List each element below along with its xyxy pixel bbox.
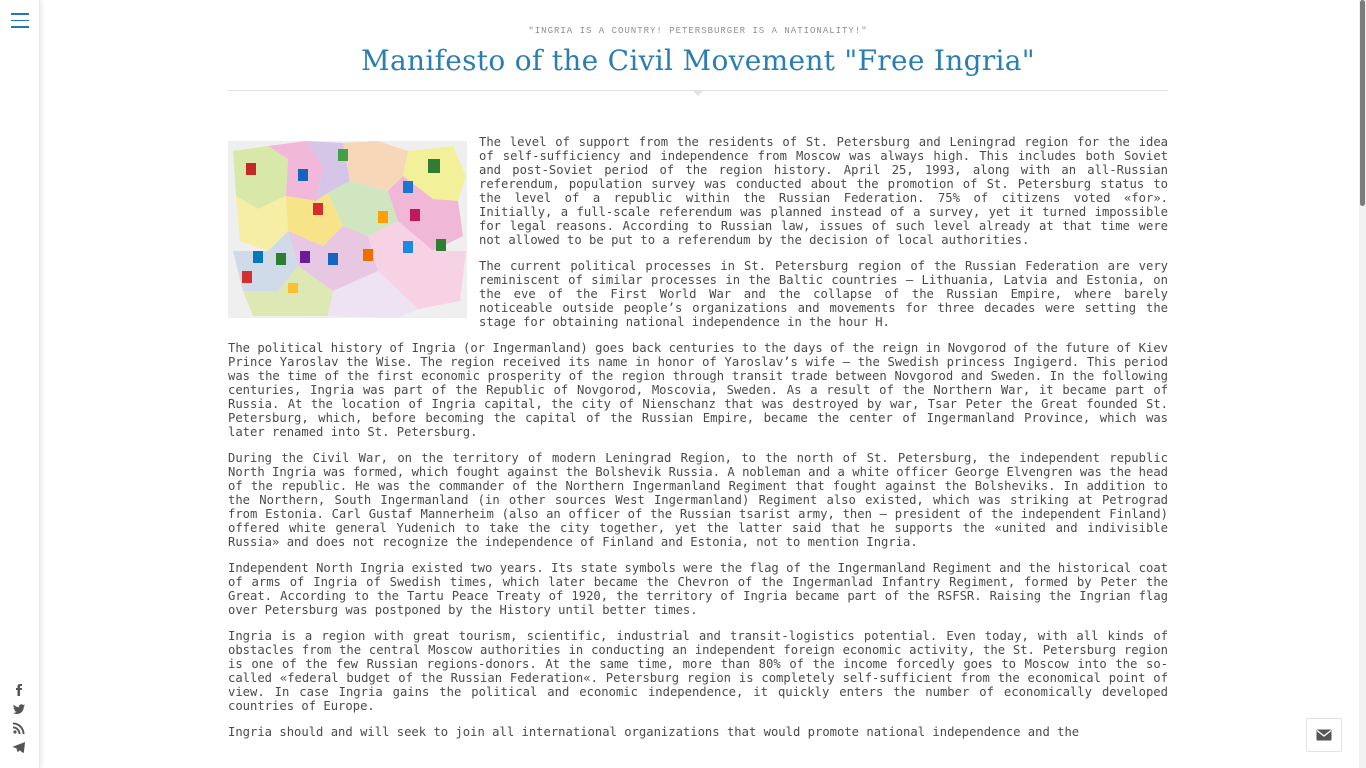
title-divider	[228, 90, 1168, 91]
article-paragraph: The political history of Ingria (or Ingermanland) goes back centuries to the days of the reign in Novgorod of the future of Kiev Prince Yaroslav the Wise. The region received its name in honor of Yaroslav’s wife – the Swedish princess Ingigerd. This period was the time of the first economic prosperity of the region through transit trade between Novgorod and Sweden. In the following centuries, Ingria was part of the Republic of Novgorod, Moscovia, Sweden. As a result of the Northern War, it became part of Russia. At the location of Ingria capital, the city of Nienschanz that was destroyed by war, Tsar Peter the Great founded St. Petersburg, which, before becoming the capital of the Russian Empire, became the center of Ingermanland Province, which was later renamed into St. Petersburg.	[228, 341, 1168, 439]
telegram-icon[interactable]	[13, 741, 27, 755]
page-slogan: "INGRIA IS A COUNTRY! PETERSBURGER IS A NATIONALITY!"	[528, 26, 868, 36]
ingria-region-map	[228, 141, 467, 318]
left-sidebar	[0, 0, 40, 768]
page-title: Manifesto of the Civil Movement "Free Ingria"	[361, 44, 1035, 77]
twitter-icon[interactable]	[13, 703, 27, 717]
article-paragraph: The current political processes in St. Petersburg region of the Russian Federation are very reminiscent of similar processes in the Baltic countries – Lithuania, Latvia and Estonia, on the eve of the First World War and the collapse of the Russian Empire, where barely noticeable outside people’s organizations and movements for three decades were setting the stage for obtaining national independence in the hour H.	[479, 259, 1168, 329]
article-paragraph: Independent North Ingria existed two years. Its state symbols were the flag of the Ingermanland Regiment and the historical coat of arms of Ingria of Swedish times, which later became the Chevron of the Ingermanlad Infantry Regiment, formed by Peter the Great. According to the Tartu Peace Treaty of 1920, the territory of Ingria became part of the RSFSR. Raising the Ingrian flag over Petersburg was postponed by the History until better times.	[228, 561, 1168, 617]
envelope-icon	[1316, 729, 1332, 741]
article-paragraph: During the Civil War, on the territory of modern Leningrad Region, to the north of St. Petersburg, the independent republic North Ingria was formed, which fought against the Bolshevik Russia. A nobleman and a white officer George Elvengren was the head of the republic. He was the commander of the Northern Ingermanland Regiment that fought against the Bolsheviks. In addition to the Northern, South Ingermanland (in other sources West Ingermanland) Regiment also existed, which was striking at Petrograd from Estonia. Carl Gustaf Mannerheim (also an officer of the Russian tsarist army, then – president of the independent Finland) offered white general Yudenich to take the city together, yet the latter said that he supports the «united and indivisible Russia» and does not recognize the independence of Finland and Estonia, not to mention Ingria.	[228, 451, 1168, 549]
contact-mail-button[interactable]	[1306, 718, 1342, 752]
page-scrollbar[interactable]	[1359, 0, 1366, 768]
facebook-icon[interactable]	[13, 684, 27, 698]
main-content-area	[40, 0, 1359, 768]
article-paragraph: The level of support from the residents of St. Petersburg and Leningrad region for the idea of self-sufficiency and independence from Moscow was always high. This includes both Soviet and post-Soviet period of the region history. April 25, 1993, along with an all-Russian referendum, population survey was conducted about the promotion of St. Petersburg status to the level of a republic within the Russian Federation. 75% of citizens voted «for». Initially, a full-scale referendum was planned instead of a survey, yet it turned impossible for legal reasons. According to Russian law, issues of such level already at that time were not allowed to be put to a referendum by the decision of local authorities.	[479, 135, 1168, 247]
article-paragraph: Ingria should and will seek to join all international organizations that would promote national independence and the	[228, 725, 1080, 739]
scrollbar-thumb[interactable]	[1360, 0, 1365, 206]
hamburger-menu-icon[interactable]	[11, 13, 29, 29]
article-body	[228, 135, 1168, 739]
rss-icon[interactable]	[13, 722, 27, 736]
article-container	[228, 0, 1168, 751]
article-paragraph: Ingria is a region with great tourism, scientific, industrial and transit-logistics potential. Even today, with all kinds of obstacles from the central Moscow authorities in conducting an independent foreign economic activity, the St. Petersburg region is one of the few Russian regions-donors. At the same time, more than 80% of the income forcedly goes to Moscow into the so-called «federal budget of the Russian Federation«. Petersburg region is completely self-sufficient from the economical point of view. In case Ingria gains the political and economic independence, it quickly enters the number of economically developed countries of Europe.	[228, 629, 1168, 713]
